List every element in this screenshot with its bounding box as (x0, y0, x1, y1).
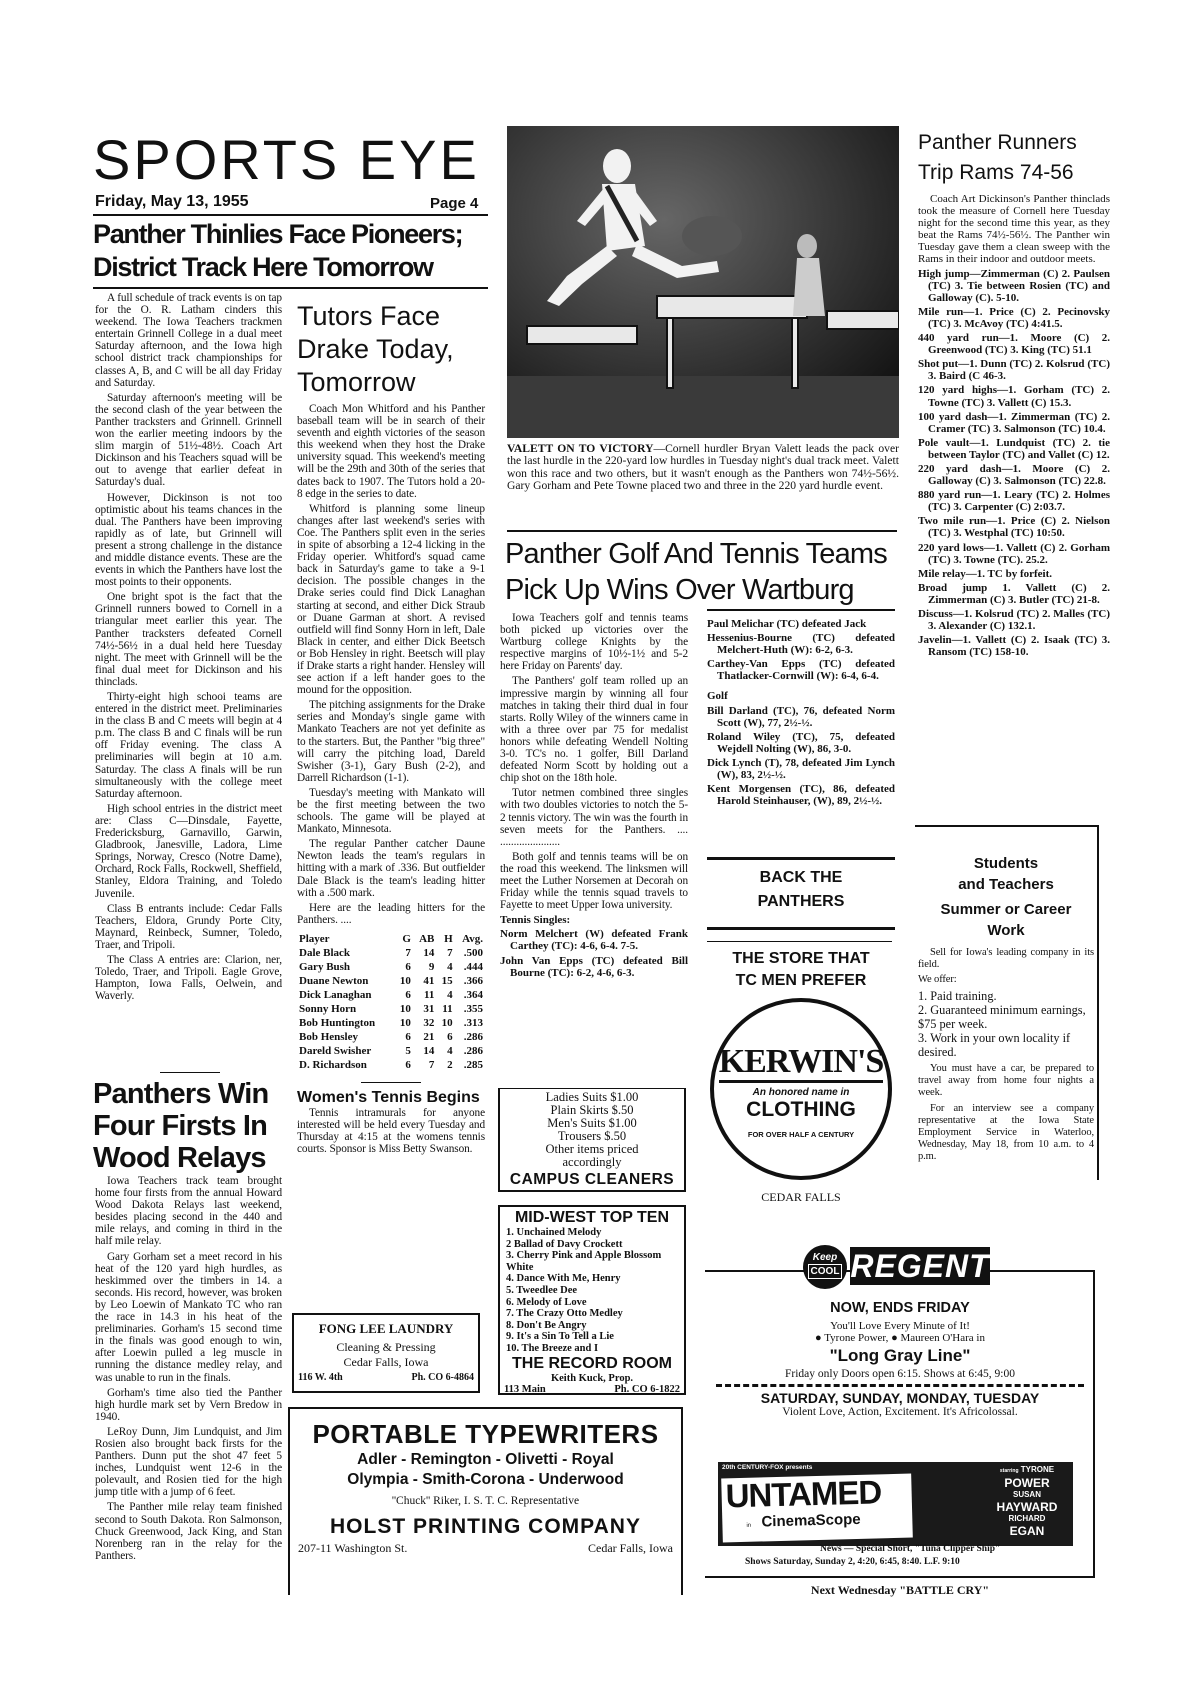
headline-line: Drake Today, (297, 334, 454, 364)
text-line: The Panther mile relay team finished second to South Dakota. Ron Salmonson, Chuck Greenwood, Jack King, and Stan Norenberg ran in the relay for the Panthers. (95, 1501, 282, 1562)
banner-format: CinemaScope (761, 1510, 861, 1531)
text-line: Paul Melichar (TC) defeated Jack (707, 618, 867, 630)
headline-line: Panther Thinlies Face Pioneers; (93, 219, 463, 249)
text-line: 9. It's a Sin To Tell a Lie (506, 1331, 614, 1343)
tagline-line: THE STORE THAT (732, 950, 870, 967)
film-stars: ● Tyrone Power, ● Maureen O'Hara in (815, 1332, 985, 1344)
stat-cell: 41 (423, 974, 435, 987)
text-line: Kent Morgensen (TC), 86, defeated Harold Steinhauser, (W), 89, 2½-½. (707, 783, 895, 808)
headline-womens-tennis: Women's Tennis Begins (297, 1088, 480, 1106)
text-line: 8. Don't Be Angry (506, 1319, 587, 1331)
headline-line: Pick Up Wins Over Wartburg (505, 574, 854, 606)
table-row (297, 974, 485, 988)
ad-text: Sell for Iowa's leading company in its field. (918, 947, 1094, 971)
text-line: Coach Mon Whitford and his Panther baseball team will be in search of their seventh and eighth victories of the season this weekend when they host the Drake university squad. This weekend's meeting will be the 29th and 30th of the series that dates back to 1907. The Tutors hold a 20-8 edge in the series to date. (297, 403, 485, 500)
player-name: Gary Bush (299, 960, 351, 973)
stat-cell: 2 (447, 1058, 453, 1071)
player-name: Dareld Swisher (299, 1044, 372, 1057)
banner-presents: 20th CENTURY-FOX presents (722, 1464, 813, 1471)
price-list (500, 1091, 684, 1169)
headline-baseball (297, 300, 487, 399)
logo-text: KERWIN'S (719, 1044, 884, 1083)
text-line: High school entries in the district meet are: Class C—Dinsdale, Fayette, Fredericksburg, Garnavillo, Garwin, Gladbrook, Janesville, Ladora, Lime Springs, Norway, Cresco (Notre Dame), Orchard, Rock Falls, Rockwell, Sheffield, Stanley, Eldora Training, and Toledo Juvenile. (95, 802, 282, 900)
stat-cell: .444 (463, 960, 483, 973)
stat-cell: 14 (423, 946, 435, 959)
kerwins-city: CEDAR FALLS (761, 1190, 841, 1204)
stat-cell: 10 (399, 1002, 411, 1015)
player-name: Sonny Horn (299, 1002, 357, 1015)
text-line: Tuesday's meeting with Mankato will be the first meeting between the two schools. The game will be played at Mankato, Minnesota. (297, 786, 485, 836)
star-name: TYRONE (1020, 1465, 1055, 1474)
text-line: Gary Gorham set a meet record in his heat of the 120 yard high hurdles, as heskimmed over the timbers in 14. a seconds. His record, however, was broken by Leo Loewin of Mankato TC who ran the race in 14.3 in his heat of the preliminaries. Gorham's 15 second time in the finals was good enough to win, after Loewin pulled a leg muscle in running the distance medley relay, and was unable to run in the finals. (95, 1250, 282, 1384)
ad-phone: Ph. CO 6-1822 (614, 1383, 680, 1395)
ad-title: PORTABLE TYPEWRITERS (312, 1419, 659, 1449)
stat-cell: 11 (423, 988, 435, 1001)
text-line: Saturday afternoon's meeting will be the second clash of the year between the Panther tracksters and Grinnell. Grinnell won the earlier meeting indoors by the slim margin of 51½-48½. Coach Art Dickinson and his Teachers squad will be out to avenge that earlier defeat in Saturday's dual. (95, 391, 282, 489)
golf-results (707, 705, 895, 808)
text-line: Iowa Teachers track team brought home four firsts from the annual Howard Wood Dakota Relays last weekend, besides placing second in the 440 and mile relays, and coming in third in the half mile relay. (95, 1175, 282, 1248)
divider (707, 941, 892, 942)
tennis-singles-label: Tennis Singles: (500, 914, 571, 927)
ad-business-name: THE RECORD ROOM (512, 1354, 672, 1372)
ad-company: HOLST PRINTING COMPANY (330, 1515, 641, 1538)
column-header: G (402, 932, 411, 945)
stat-cell: 4 (447, 988, 453, 1001)
column-header: H (444, 932, 453, 945)
runners-intro: Coach Art Dickinson's Panther thinclads took the measure of Cornell here Tuesday night for the second time this year, as they beat the Rams 74½-56½. The Panther win Tuesday gave them a clean sweep with the Rams in their indoor and outdoor meets. (918, 193, 1110, 266)
headline-line: Tutors Face (297, 301, 441, 331)
ad-heading: Work (987, 922, 1025, 939)
table-row (297, 1044, 485, 1058)
text-line: Dick Lynch (T), 78, defeated Jim Lynch (W), 83, 2½-½. (707, 756, 895, 782)
text-line: Mile run—1. Price (C) 2. Pecinovsky (TC) 3. McAvoy (TC) 4:41.5. (918, 305, 1110, 330)
kerwins-tagline (707, 948, 895, 992)
laundry-ad (292, 1313, 480, 1393)
text-line: Carthey-Van Epps (TC) defeated Thatlacker-Cornwill (W): 6-4, 6-4. (707, 658, 895, 683)
player-name: Dale Black (299, 946, 351, 959)
text-line: Discuss—1. Kolsrud (TC) 2. Malles (TC) 3. Alexander (C) 132.1. (918, 608, 1110, 633)
headline-golf-tennis (505, 536, 905, 608)
text-line: Thirty-eight high schooi teams are entered in the district meet. Preliminaries in the class B and C meets will begin at 4 p.m. The class B and C finals will be run off Friday evening. The class A preliminaries will begin at 10 a.m. Saturday. The class A finals will be run simultaneously with the college meet Saturday afternoon. (95, 691, 282, 800)
article-baseball-body (297, 403, 485, 926)
text-line: Hessenius-Bourne (TC) defeated Melchert-Huth (W): 6-2, 6-3. (707, 632, 895, 657)
back-the-panthers (707, 866, 895, 914)
headline-line: District Track Here Tomorrow (93, 252, 433, 282)
ad-city: Cedar Falls, Iowa (588, 1541, 673, 1555)
headline-line: Panther Golf And Tennis Teams (505, 538, 887, 570)
text-line: 220 yard lows—1. Vallett (C) 2. Gorham (TC) 3. Towne (TC). 25.2. (918, 541, 1110, 566)
text-line: Two mile run—1. Price (C) 2. Nielson (TC) 3. Westphal (TC) 10:50. (918, 515, 1110, 540)
table-row (297, 1002, 485, 1016)
kerwins-logo (710, 998, 892, 1180)
track-photo (507, 126, 899, 438)
divider (707, 857, 895, 860)
text-line: Ladies Suits $1.00 (545, 1090, 639, 1104)
banner-in: in (746, 1522, 752, 1529)
stat-cell: 14 (423, 1044, 435, 1057)
logo-clothing: CLOTHING (746, 1098, 856, 1121)
stat-cell: 6 (405, 1030, 411, 1043)
text-line: 10. The Breeze and I (506, 1342, 599, 1354)
stat-cell: 7 (405, 946, 411, 959)
text-line: The regular Panther catcher Daune Newton leads the team's regulars in hitting with a mark of .336. But outfielder Dale Black is the team's leading hitter with a .500 mark. (297, 838, 485, 899)
text-line: John Van Epps (TC) defeated Bill Bourne (TC): 6-2, 4-6, 6-3. (500, 954, 688, 979)
stat-cell: 11 (442, 1002, 453, 1015)
divider (707, 927, 895, 930)
star-name: HAYWARD (996, 1500, 1058, 1514)
tagline-line: TC MEN PREFER (735, 972, 867, 989)
text-line: 4. Dance With Me, Henry (506, 1273, 621, 1285)
stat-cell: 6 (447, 1030, 453, 1043)
text-line: Bill Darland (TC), 76, defeated Norm Scott (W), 77, 2½-½. (707, 704, 895, 729)
ad-address: 113 Main (504, 1383, 546, 1395)
text-line: Roland Wiley (TC), 75, defeated Wejdell Nolting (W), 86, 3-0. (707, 730, 895, 755)
text-line: High jump—Zimmerman (C) 2. Paulsen (TC) 3. Tie between Rosien (TC) and Galloway (C). 5-10. (918, 267, 1110, 304)
text-line: Iowa Teachers golf and tennis teams both picked up victories over the Wartburg college Knights by the respective margins of 10½-1½ and 5-2 here Friday on Parents' day. (500, 612, 688, 673)
stat-cell: 31 (423, 1002, 435, 1015)
star-name: SUSAN (1012, 1490, 1041, 1499)
article-track-body (95, 292, 282, 1005)
logo-cool: COOL (808, 1264, 842, 1279)
text-line: 440 yard run—1. Moore (C) 2. Greenwood (TC) 3. King (TC) 51.1 (918, 332, 1110, 357)
text-line: Javelin—1. Vallett (C) 2. Isaak (TC) 3. Ransom (TC) 158-10. (918, 634, 1110, 659)
ad-text: You must have a car, be prepared to travel away from home four nights a week. (918, 1063, 1094, 1099)
table-row (297, 1058, 485, 1072)
article-relays-body (95, 1175, 282, 1565)
stat-cell: 7 (428, 1058, 435, 1071)
player-name: Bob Hensley (299, 1030, 358, 1043)
top-ten-ad (498, 1205, 686, 1395)
divider (361, 1082, 421, 1083)
text-line: However, Dickinson is not too optimistic about his teams chances in the dual. The Panthers have been improving rapidly as of late, but Grinnell will present a strong challenge in the distance and middle distance events. These are the events in which the Panthers have lost the most points to their opponents. (95, 491, 282, 589)
stat-cell: 4 (447, 1044, 453, 1057)
jobs-ad (915, 825, 1099, 1180)
ad-heading: Students (973, 855, 1039, 872)
typewriter-ad (288, 1407, 683, 1595)
table-row (297, 988, 485, 1002)
article-golf-body (500, 612, 688, 911)
film-tagline: You'll Love Every Minute of It! (830, 1320, 970, 1332)
text-line: 2 Ballad of Davy Crockett (506, 1238, 623, 1250)
text-line: One bright spot is the fact that the Grinnell runners bowed to Cornell in a triangular meet earlier this year. The Panther tracksters defeated Cornell 74½-56½ in a dual held here Tuesday night. The meet with Grinnell will be the final dual meet for Dickinson and his thinclads. (95, 591, 282, 688)
text-line: 880 yard run—1. Leary (TC) 2. Holmes (TC) 3. Carpenter (C) 2:03.7. (918, 489, 1110, 514)
divider (707, 609, 895, 611)
text-line: Here are the leading hitters for the Panthers. .... (297, 901, 485, 926)
ad-address: 116 W. 4th (298, 1372, 343, 1383)
text-line: Class B entrants include: Cedar Falls Teachers, Eldora, Grundy Porte City, Maynard, Reinbeck, Sumner, Toledo, Traer, and Tripoli. (95, 902, 282, 951)
table-row (297, 960, 485, 974)
player-name: Duane Newton (299, 974, 369, 987)
text-line: Whitford is planning some lineup changes after last weekend's series with Coe. The Panthers split even in the series in spite of absorbing a 12-4 licking in the Friday operier. Whitford's squad came back in Saturday's game to take a 9-1 decision. The possible changes in the Drake series could find Dick Lanaghan starting at second, and either Dick Straub or Duane Garman at short. A revised outfield will find Sonny Horn in left, Dale Black in center, and either Dick Beetsch or Bob Hensley in right. Beetsch will play if Drake starts a right hander. Hensley will see action if a left hander goes to the mound for the opposition. (297, 502, 485, 697)
film-title: "Long Gray Line" (829, 1346, 971, 1365)
stat-cell: 10 (399, 974, 411, 987)
ad-address: 207-11 Washington St. (298, 1541, 408, 1555)
text-line: 120 yard highs—1. Gorham (TC) 2. Towne (TC) 3. Vallett (C) 15.3. (918, 384, 1110, 409)
meet-results (918, 268, 1110, 659)
ad-line: Cleaning & Pressing (336, 1340, 436, 1354)
ad-business-name: FONG LEE LAUNDRY (318, 1321, 454, 1336)
stat-cell: 5 (405, 1044, 411, 1057)
banner-title: UNTAMED (725, 1473, 882, 1515)
star-name: EGAN (1009, 1524, 1045, 1538)
logo-keep: Keep (812, 1252, 838, 1263)
column-header: AB (419, 932, 435, 945)
text-line: 100 yard dash—1. Zimmerman (TC) 2. Cramer (TC) 3. Salmonson (TC) 10.4. (918, 410, 1110, 435)
top-ten-title: MID-WEST TOP TEN (514, 1209, 670, 1226)
text-line: Other items priced (545, 1142, 639, 1156)
headline-line: Panthers Win (93, 1078, 269, 1110)
text-line: The pitching assignments for the Drake series and Monday's single game with Mankato Teachers are not yet definite as to the starters. But, the Panther "big three" will carry the pitching load, Dareld Swisher (3-1), Gary Bush (2-2), and Darrell Richardson (1-1). (297, 699, 485, 784)
text-line: 1. Unchained Melody (506, 1227, 602, 1238)
ad-owner: Keith Kuck, Prop. (550, 1372, 634, 1384)
stat-cell: 32 (423, 1016, 435, 1029)
text-line: Pole vault—1. Lundquist (TC) 2. tie between Taylor (TC) and Vallet (C) 12. (918, 436, 1110, 461)
hitters-table (297, 932, 485, 1072)
next-film: Next Wednesday "BATTLE CRY" (810, 1583, 990, 1597)
showtimes: Friday only Doors open 6:15. Shows at 6:45, 9:00 (785, 1368, 1015, 1380)
table-row (297, 1016, 485, 1030)
stat-cell: 15 (441, 974, 453, 987)
stat-cell: 4 (447, 960, 453, 973)
text-line: Gorham's time also tied the Panther high hurdle mark set by Vern Bredow in 1940. (95, 1386, 282, 1423)
text-line: Shot put—1. Dunn (TC) 2. Kolsrud (TC) 3. Baird (C 46-3. (918, 358, 1110, 383)
text-line: Norm Melchert (W) defeated Frank Carthey (TC): 4-6, 6-4. 7-5. (500, 928, 688, 953)
now-showing: NOW, ENDS FRIDAY (830, 1300, 970, 1316)
text-line: 5. Tweedlee Dee (506, 1284, 578, 1296)
table-row (297, 1030, 485, 1044)
headline-line: Four Firsts In (93, 1110, 268, 1142)
logo-subtitle: An honored name in (752, 1087, 850, 1098)
ad-representative: ''Chuck'' Riker, I. S. T. C. Representative (391, 1495, 580, 1507)
film-blurb: Violent Love, Action, Excitement. It's Africolossal. (782, 1406, 1018, 1418)
keep-cool-icon (803, 1245, 847, 1289)
stat-cell: 9 (428, 960, 435, 973)
player-name: D. Richardson (299, 1058, 367, 1071)
text-line: 7. The Crazy Otto Medley (506, 1308, 623, 1320)
stat-cell: 6 (405, 988, 411, 1001)
stat-cell: .285 (463, 1058, 483, 1071)
divider (93, 287, 488, 289)
tennis-results-left (500, 928, 688, 978)
stat-cell: 6 (405, 960, 411, 973)
ad-heading: Summer or Career (940, 901, 1072, 918)
text-line: Tutor netmen combined three singles with two doubles victories to notch the 5-2 tennis victory. The win was the fourth in seven meets for the Panthers. .... ...................... (500, 787, 688, 848)
text-line: 6. Melody of Love (506, 1296, 587, 1308)
stat-cell: .364 (463, 988, 483, 1001)
text-line: 220 yard dash—1. Moore (C) 2. Galloway (C) 3. Salmonson (TC) 22.8. (918, 462, 1110, 488)
text-line: The Panthers' golf team rolled up an impressive margin by winning all four matches in taking their third dual in four starts. Rolly Wiley of the winners came in with a three over par 75 for medalist honors while defeating Wendell Nolting 3-0. TC's no. 1 golfer, Bill Darland defeated Norm Scott by holding out a chip shot on the 18th hole. (500, 675, 688, 785)
text-line: Tennis intramurals for anyone interested will be held every Tuesday and Thursday at 4:15 at the womens tennis courts. Sponsor is Miss Betty Swanson. (297, 1106, 485, 1156)
golf-label: Golf (707, 690, 728, 703)
star-name: RICHARD (1008, 1514, 1046, 1523)
text-line: Trousers $.50 (557, 1129, 627, 1143)
stat-cell: .286 (463, 1044, 483, 1057)
table-header-row (297, 932, 485, 946)
column-header: Player (299, 932, 330, 945)
text-line: 3. Work in your own locality if desired. (918, 1031, 1071, 1060)
column-header: Avg. (462, 932, 483, 945)
weekend-showtimes: Shows Saturday, Sunday 2, 4:20, 6:45, 8:40. L.F. 9:10 (745, 1557, 960, 1567)
text-line: 3. Cherry Pink and Apple Blossom White (506, 1250, 662, 1273)
text-line: LeRoy Dunn, Jim Lundquist, and Jim Rosien also brought back firsts for the Panthers. Dunn put the shot 47 feet 5 inches, Lundquist went 12-6 in the polevault, and Rosien tied for the high jump title with a jump of 6 feet. (95, 1425, 282, 1499)
player-name: Dick Lanaghan (299, 988, 372, 1001)
page-number: Page 4 (430, 195, 479, 212)
banner-starring: starring (999, 1468, 1019, 1474)
table-row (297, 946, 485, 960)
stat-cell: .355 (463, 1002, 483, 1015)
slogan-line: BACK THE (759, 869, 843, 886)
text-line: Both golf and tennis teams will be on the road this weekend. The linksmen will meet the Luther Norsemen at Decorah on Friday while the tennis squad travels to Fayette to meet Upper Iowa university. (500, 850, 688, 912)
tennis-results-right (707, 618, 895, 682)
text-line: Broad jump 1. Vallett (C) 2. Zimmerman (C) 3. Butler (TC) 21-8. (918, 581, 1110, 606)
untamed-banner (718, 1462, 1073, 1546)
divider (93, 214, 488, 216)
ad-line: Cedar Falls, Iowa (343, 1355, 429, 1369)
text-line: The Class A entries are: Clarion, ner, Toledo, Traer, and Tripoli. Eagle Grove, Hampton, Iowa Falls, Oelwein, and Waverly. (95, 953, 282, 1003)
headline-relays (93, 1078, 283, 1174)
caption-text: —Cornell hurdler Bryan Valett leads the pack over the last hurdle in the 220-yard low hurdles in Tuesday night's dual track meet. Valett won this race and two others, but it wasn't enough as the Panthers won 74½-56½. Gary Gorham and Pete Towne placed two and three in the 220 yard hurdle event. (507, 442, 899, 492)
headline-track (93, 218, 493, 284)
film-extras: News — Special Short, "Tuna Clipper Ship" (820, 1544, 1001, 1554)
player-name: Bob Huntington (299, 1016, 376, 1029)
campus-cleaners-ad (498, 1088, 686, 1192)
weekend-days: SATURDAY, SUNDAY, MONDAY, TUESDAY (760, 1390, 1040, 1406)
ad-text: We offer: (918, 974, 957, 986)
text-line: 2. Guaranteed minimum earnings, $75 per week. (918, 1003, 1086, 1032)
headline-line: Panther Runners (918, 131, 1077, 154)
stat-cell: 21 (423, 1030, 435, 1043)
divider (507, 530, 897, 532)
stat-cell: 7 (447, 946, 453, 959)
text-line: 1. Paid training. (918, 989, 997, 1004)
headline-runners (918, 128, 1113, 188)
ad-phone: Ph. CO 6-4864 (411, 1372, 474, 1383)
stat-cell: .286 (463, 1030, 483, 1043)
text-line: accordingly (562, 1155, 622, 1169)
hurdler-image (507, 126, 899, 438)
caption-lead: VALETT ON TO VICTORY (507, 442, 654, 455)
star-name: POWER (1004, 1476, 1050, 1490)
divider (160, 1072, 220, 1073)
stat-cell: .500 (463, 946, 483, 959)
regent-logo: REGENT (850, 1248, 990, 1284)
ad-business-name: CAMPUS CLEANERS (509, 1171, 675, 1188)
stat-cell: 10 (399, 1016, 411, 1029)
photo-caption (507, 443, 899, 492)
headline-line: Wood Relays (93, 1142, 266, 1174)
stat-cell: 10 (441, 1016, 453, 1029)
headline-line: Trip Rams 74-56 (918, 161, 1074, 184)
stat-cell: 6 (405, 1058, 411, 1071)
issue-date: Friday, May 13, 1955 (95, 193, 249, 210)
slogan-line: PANTHERS (757, 893, 845, 910)
song-list (500, 1227, 684, 1355)
headline-line: Tomorrow (297, 367, 416, 397)
ad-text: For an interview see a company representative at the Iowa State Employment Service in Waterloo, Wednesday, May 18, from 10 a.m. to 4 p.m. (918, 1102, 1094, 1162)
ad-heading: and Teachers (958, 876, 1054, 893)
stat-cell: .313 (463, 1016, 483, 1029)
offer-list (918, 989, 1094, 1059)
text-line: Men's Suits $1.00 (547, 1116, 637, 1130)
text-line: Mile relay—1. TC by forfeit. (918, 567, 1053, 580)
stat-cell: .366 (463, 974, 483, 987)
masthead-title: SPORTS EYE (93, 128, 480, 191)
ad-brands: Adler - Remington - Olivetti - Royal (357, 1451, 614, 1468)
logo-arc-text: FOR OVER HALF A CENTURY (747, 1130, 855, 1139)
article-womens-tennis-body (297, 1107, 485, 1155)
text-line: Plain Skirts $.50 (550, 1103, 634, 1117)
text-line: A full schedule of track events is on tap for the O. R. Latham cinders this weekend. The Iowa Teachers trackmen entertain Grinnell College in a dual meet Saturday afternoon, and the Iowa high school district track championships for classes A, B, and C will be all day Friday and Saturday. (95, 292, 282, 389)
ad-brands: Olympia - Smith-Corona - Underwood (347, 1471, 624, 1488)
